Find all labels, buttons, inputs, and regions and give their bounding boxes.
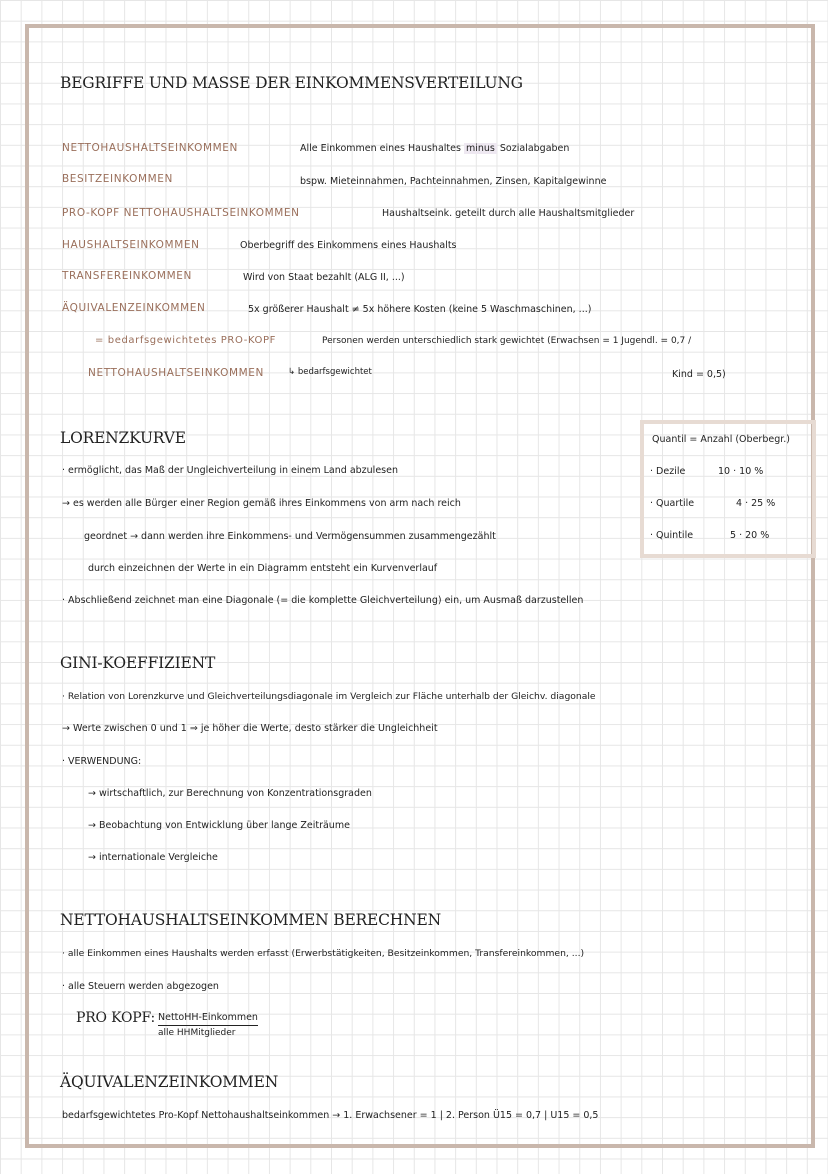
pro-kopf-fraction (158, 1012, 258, 1038)
term-bedarfsgewichtet: = bedarfsgewichtetes PRO-KOPF (95, 335, 277, 346)
def-besitzeinkommen: bspw. Mieteinnahmen, Pachteinnahmen, Zinsen, Kapitalgewinne (300, 176, 607, 187)
fraction-denominator: alle HHMitglieder (158, 1028, 236, 1038)
quantile-value-dezile: 10 · 10 % (718, 466, 764, 477)
page-frame (25, 24, 815, 1148)
gini-usage-label: · VERWENDUNG: (62, 756, 142, 767)
def-pro-kopf: Haushaltseink. geteilt durch alle Haushaltsmitglieder (382, 208, 635, 219)
def-nettohaushaltseinkommen (300, 143, 569, 154)
quantile-box (640, 420, 816, 558)
def-transfereinkommen: Wird von Staat bezahlt (ALG II, ...) (243, 272, 405, 283)
gini-line-1: · Relation von Lorenzkurve und Gleichverteilungsdiagonale im Vergleich zur Fläche unterhalb der Gleichv. diagonale (62, 691, 596, 702)
heading-lorenzkurve: LORENZKURVE (60, 429, 186, 447)
gini-line-2: → Werte zwischen 0 und 1 ⇒ je höher die Werte, desto stärker die Ungleichheit (62, 723, 438, 734)
def-bedarfsgewichtet: Personen werden unterschiedlich stark gewichtet (Erwachsen = 1 Jugendl. = 0,7 / (322, 336, 692, 346)
fraction-numerator: NettoHH-Einkommen (158, 1012, 258, 1026)
netto-line-2: · alle Steuern werden abgezogen (62, 981, 219, 992)
def-haushaltseinkommen: Oberbegriff des Einkommens eines Haushalts (240, 240, 457, 251)
lorenz-line-5: · Abschließend zeichnet man eine Diagonale (= die komplette Gleichverteilung) ein, um Ausmaß darzustellen (62, 595, 584, 606)
term-besitzeinkommen: BESITZEINKOMMEN (62, 173, 173, 185)
def-bedarf-kind: Kind = 0,5) (672, 369, 726, 380)
def-netto-part1: Alle Einkommen eines Haushaltes (300, 143, 461, 154)
quantile-name-quintile: · Quintile (650, 530, 694, 541)
aequiv-line-1: bedarfsgewichtetes Pro-Kopf Nettohaushaltseinkommen → 1. Erwachsener = 1 | 2. Person Ü15 = 0,7 | U15 = 0,5 (62, 1110, 599, 1121)
term-nettohaushaltseinkommen: NETTOHAUSHALTSEINKOMMEN (62, 142, 238, 154)
lorenz-line-1: · ermöglicht, das Maß der Ungleichverteilung in einem Land abzulesen (62, 465, 398, 476)
def-netto-highlight: minus (465, 143, 495, 154)
term-transfereinkommen: TRANSFEREINKOMMEN (62, 270, 192, 282)
def-aequivalenzeinkommen: 5x größerer Haushalt ≠ 5x höhere Kosten (keine 5 Waschmaschinen, ...) (248, 304, 592, 315)
note-bedarfsgewichtet: ↳ bedarfsgewichtet (288, 367, 372, 377)
quantile-value-quintile: 5 · 20 % (730, 530, 770, 541)
lorenz-line-2: → es werden alle Bürger einer Region gemäß ihres Einkommens von arm nach reich (62, 498, 461, 509)
heading-aequivalenzeinkommen: ÄQUIVALENZEINKOMMEN (60, 1073, 279, 1091)
gini-use-3: → internationale Vergleiche (88, 852, 218, 863)
pro-kopf-label: PRO KOPF: (76, 1010, 156, 1026)
quantile-name-dezile: · Dezile (650, 466, 686, 477)
quantile-value-quartile: 4 · 25 % (736, 498, 776, 509)
term-bedarf-netto: NETTOHAUSHALTSEINKOMMEN (88, 367, 264, 379)
term-aequivalenzeinkommen: ÄQUIVALENZEINKOMMEN (62, 302, 206, 314)
heading-gini: GINI-KOEFFIZIENT (60, 654, 216, 672)
quantile-header: Quantil = Anzahl (Oberbegr.) (652, 434, 790, 445)
lorenz-line-4: durch einzeichnen der Werte in ein Diagramm entsteht ein Kurvenverlauf (88, 563, 438, 574)
term-pro-kopf: PRO-KOPF NETTOHAUSHALTSEINKOMMEN (62, 207, 300, 219)
netto-line-1: · alle Einkommen eines Haushalts werden erfasst (Erwerbstätigkeiten, Besitzeinkommen, Transfereinkommen, ...) (62, 948, 585, 959)
term-haushaltseinkommen: HAUSHALTSEINKOMMEN (62, 239, 200, 251)
heading-netto-berechnen: NETTOHAUSHALTSEINKOMMEN BERECHNEN (60, 911, 441, 929)
gini-use-2: → Beobachtung von Entwicklung über lange Zeiträume (88, 820, 350, 831)
quantile-name-quartile: · Quartile (650, 498, 695, 509)
page-title: BEGRIFFE UND MASSE DER EINKOMMENSVERTEILUNG (60, 74, 523, 92)
gini-use-1: → wirtschaftlich, zur Berechnung von Konzentrationsgraden (88, 788, 372, 799)
lorenz-line-3: geordnet → dann werden ihre Einkommens- und Vermögensummen zusammengezählt (84, 531, 496, 542)
def-netto-part2: Sozialabgaben (499, 143, 570, 154)
